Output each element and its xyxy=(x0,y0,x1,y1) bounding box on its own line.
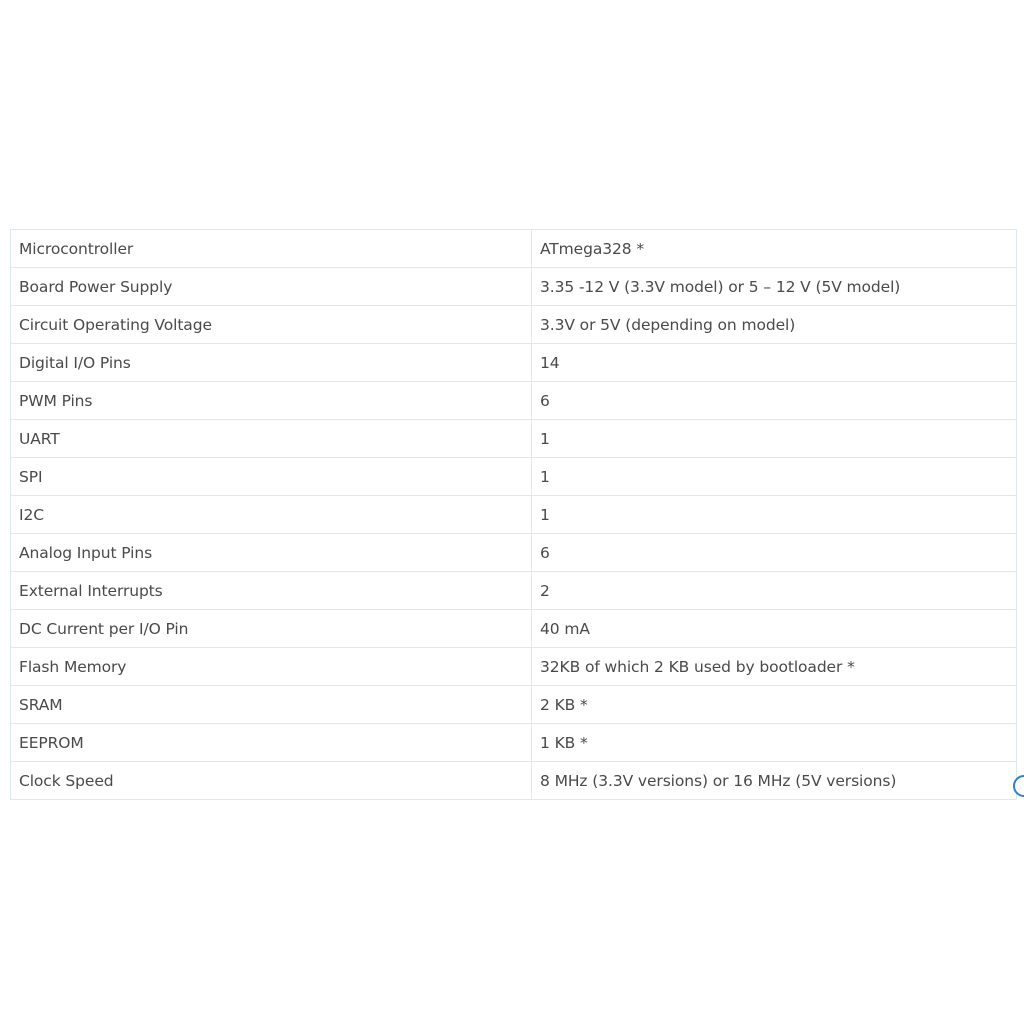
table-row xyxy=(11,572,1017,610)
spec-label: PWM Pins xyxy=(11,382,532,420)
spec-value: 40 mA xyxy=(532,610,1017,648)
table-row xyxy=(11,648,1017,686)
table-row xyxy=(11,686,1017,724)
table-row xyxy=(11,496,1017,534)
spec-label: Clock Speed xyxy=(11,762,532,800)
spec-label: Digital I/O Pins xyxy=(11,344,532,382)
table-row xyxy=(11,458,1017,496)
table-row xyxy=(11,268,1017,306)
spec-value: 1 xyxy=(532,458,1017,496)
table-row xyxy=(11,344,1017,382)
spec-value: 3.3V or 5V (depending on model) xyxy=(532,306,1017,344)
spec-label: Microcontroller xyxy=(11,230,532,268)
table-row xyxy=(11,230,1017,268)
spec-value: 6 xyxy=(532,534,1017,572)
spec-label: SRAM xyxy=(11,686,532,724)
spec-label: Flash Memory xyxy=(11,648,532,686)
spec-value: 14 xyxy=(532,344,1017,382)
spec-value: ATmega328 * xyxy=(532,230,1017,268)
spec-value: 8 MHz (3.3V versions) or 16 MHz (5V versions) xyxy=(532,762,1017,800)
table-row xyxy=(11,420,1017,458)
spec-value: 6 xyxy=(532,382,1017,420)
spec-label: SPI xyxy=(11,458,532,496)
spec-value: 32KB of which 2 KB used by bootloader * xyxy=(532,648,1017,686)
spec-label: External Interrupts xyxy=(11,572,532,610)
table-row xyxy=(11,610,1017,648)
spec-label: I2C xyxy=(11,496,532,534)
spec-label: UART xyxy=(11,420,532,458)
table-row xyxy=(11,724,1017,762)
spec-value: 2 KB * xyxy=(532,686,1017,724)
spec-value: 1 xyxy=(532,420,1017,458)
spec-table xyxy=(10,229,1017,800)
spec-value: 1 KB * xyxy=(532,724,1017,762)
spec-value: 3.35 -12 V (3.3V model) or 5 – 12 V (5V model) xyxy=(532,268,1017,306)
table-row xyxy=(11,382,1017,420)
spec-label: Analog Input Pins xyxy=(11,534,532,572)
spec-value: 1 xyxy=(532,496,1017,534)
spec-value: 2 xyxy=(532,572,1017,610)
spec-label: DC Current per I/O Pin xyxy=(11,610,532,648)
table-row xyxy=(11,306,1017,344)
spec-label: EEPROM xyxy=(11,724,532,762)
spec-label: Board Power Supply xyxy=(11,268,532,306)
table-row xyxy=(11,534,1017,572)
table-row xyxy=(11,762,1017,800)
spec-label: Circuit Operating Voltage xyxy=(11,306,532,344)
